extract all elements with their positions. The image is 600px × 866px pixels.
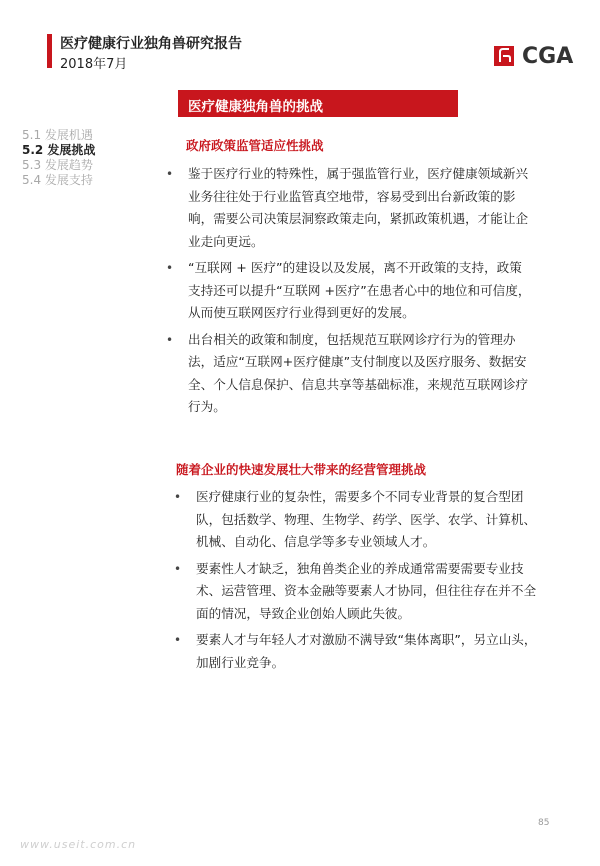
list-item: [172, 558, 542, 626]
report-title: 医疗健康行业独角兽研究报告: [60, 36, 242, 52]
section-heading-management: 随着企业的快速发展壮大带来的经营管理挑战: [176, 462, 427, 477]
page-number: 85: [538, 818, 550, 828]
bullet-text: 要素性人才缺乏，独角兽类企业的养成通常需要需要专业技术、运营管理、资本金融等要素人才协同，但往往存在并不全面的情况，导致企业创始人顾此失彼。: [196, 560, 537, 621]
cga-logo: [494, 44, 578, 70]
section-nav: [22, 128, 132, 188]
bullet-dot-icon: •: [174, 633, 182, 647]
cga-logo-mark-icon: [494, 44, 518, 68]
section-banner: [178, 90, 458, 117]
bullet-list-management: [172, 486, 542, 678]
bullet-dot-icon: •: [166, 167, 174, 181]
list-item: [164, 163, 534, 253]
bullet-dot-icon: •: [174, 490, 182, 504]
nav-item-5-1[interactable]: 5.1 发展机遇: [22, 128, 93, 142]
bullet-text: 医疗健康行业的复杂性，需要多个不同专业背景的复合型团队，包括数学、物理、生物学、药学、医学、农学、计算机、机械、自动化、信息学等多专业领域人才。: [196, 489, 537, 549]
site-watermark: www.useit.com.cn: [20, 838, 137, 851]
banner-title: 医疗健康独角兽的挑战: [188, 99, 323, 115]
bullet-dot-icon: •: [166, 332, 174, 347]
nav-item-5-4[interactable]: 5.4 发展支持: [22, 173, 93, 187]
list-item: [172, 629, 542, 674]
header-accent-bar: [47, 34, 52, 68]
bullet-text: 要素人才与年轻人才对激励不满导致“集体离职”，另立山头，加剧行业竞争。: [196, 632, 537, 670]
bullet-text: 鉴于医疗行业的特殊性，属于强监管行业，医疗健康领域新兴业务往往处于行业监管真空地带，容易受到出台新政策的影响，需要公司决策层洞察政策走向，紧抓政策机遇，才能让企业走向更远。: [188, 166, 529, 249]
bullet-list-policy: [164, 163, 534, 423]
bullet-dot-icon: •: [174, 561, 182, 576]
nav-item-5-3[interactable]: 5.3 发展趋势: [22, 158, 93, 172]
bullet-text: “互联网 + 医疗”的建设以及发展，离不开政策的支持，政策支持还可以提升“互联网 +医疗”在患者心中的地位和可信度，从而使互联网医疗行业得到更好的发展。: [188, 260, 531, 320]
list-item: [172, 486, 542, 554]
nav-item-5-2[interactable]: 5.2 发展挑战: [22, 143, 96, 157]
list-item: [164, 329, 534, 419]
bullet-text: 出台相关的政策和制度，包括规范互联网诊疗行为的管理办法，适应“互联网+医疗健康”支付制度以及医疗服务、数据安全、个人信息保护、信息共享等基础标准，来规范互联网诊疗行为。: [188, 331, 529, 414]
section-heading-policy: 政府政策监管适应性挑战: [186, 138, 324, 153]
logo-text: CGA: [522, 44, 574, 69]
bullet-dot-icon: •: [166, 261, 174, 275]
list-item: [164, 257, 534, 325]
report-date: 2018年7月: [60, 57, 128, 72]
